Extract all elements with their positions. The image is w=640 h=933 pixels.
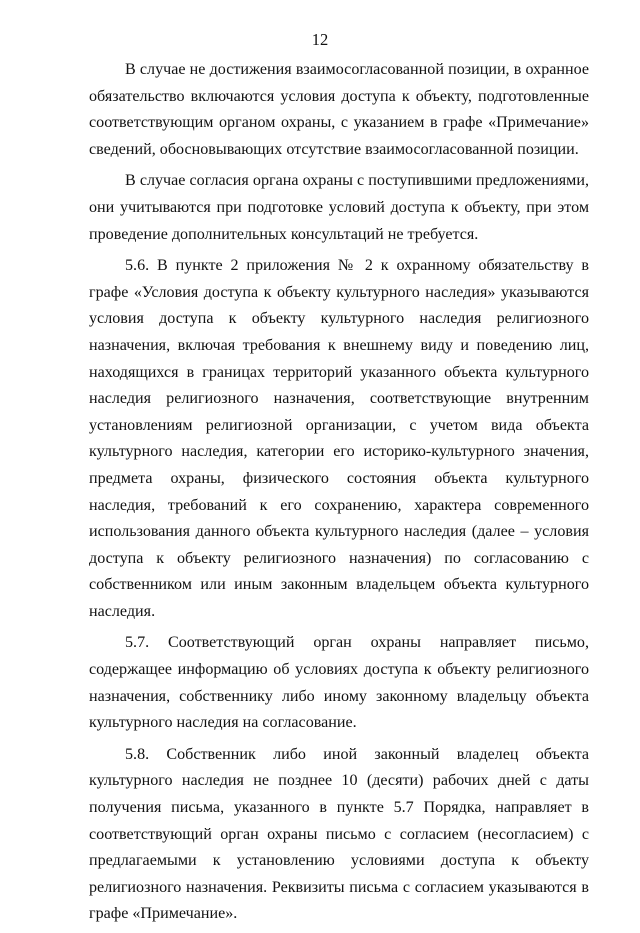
paragraph-5-7: 5.7. Соответствующий орган охраны направляет письмо, содержащее информацию об условиях доступа к объекту религиозного назначения, собственнику либо иному законному владельцу объекта культурного наследия на согласование. [89,634,589,732]
paragraph-5-8: 5.8. Собственник либо иной законный владелец объекта культурного наследия не позднее 10 (десяти) рабочих дней с даты получения письма, указанного в пункте 5.7 Порядка, направляет в соответствующий орган охраны письмо с согласием (несогласием) с предлагаемыми к установлению условиями доступа к объекту религиозного назначения. Реквизиты письма с согласием указываются в графе «Примечание». [89,745,589,923]
paragraph-access-conditions-agreement: В случае согласия органа охраны с поступившими предложениями, они учитываются при подготовке условий доступа к объекту, при этом проведение дополнительных консультаций не требуется. [89,172,589,243]
document-body [89,57,589,933]
page-number: 12 [311,30,329,49]
paragraph-5-6: 5.6. В пункте 2 приложения № 2 к охранному обязательству в графе «Условия доступа к объекту культурного наследия» указываются условия доступа к объекту культурного наследия религиозного назначения, включая требования к внешнему виду и поведению лиц, находящихся в границах территорий указанного объекта культурного наследия религиозного назначения, соответствующие внутренним установлениям религиозной организации, с учетом вида объекта культурного наследия, категории его историко-культурного значения, предмета охраны, физического состояния объекта культурного наследия, требований к его сохранению, характера современного использования данного объекта культурного наследия (далее – условия доступа к объекту религиозного назначения) по согласованию с собственником или иным законным владельцем объекта культурного наследия. [89,257,589,620]
paragraph-access-conditions-no-agreement: В случае не достижения взаимосогласованной позиции, в охранное обязательство включаются условия доступа к объекту, подготовленные соответствующим органом охраны, с указанием в графе «Примечание» сведений, обосновывающих отсутствие взаимосогласованной позиции. [89,61,589,158]
